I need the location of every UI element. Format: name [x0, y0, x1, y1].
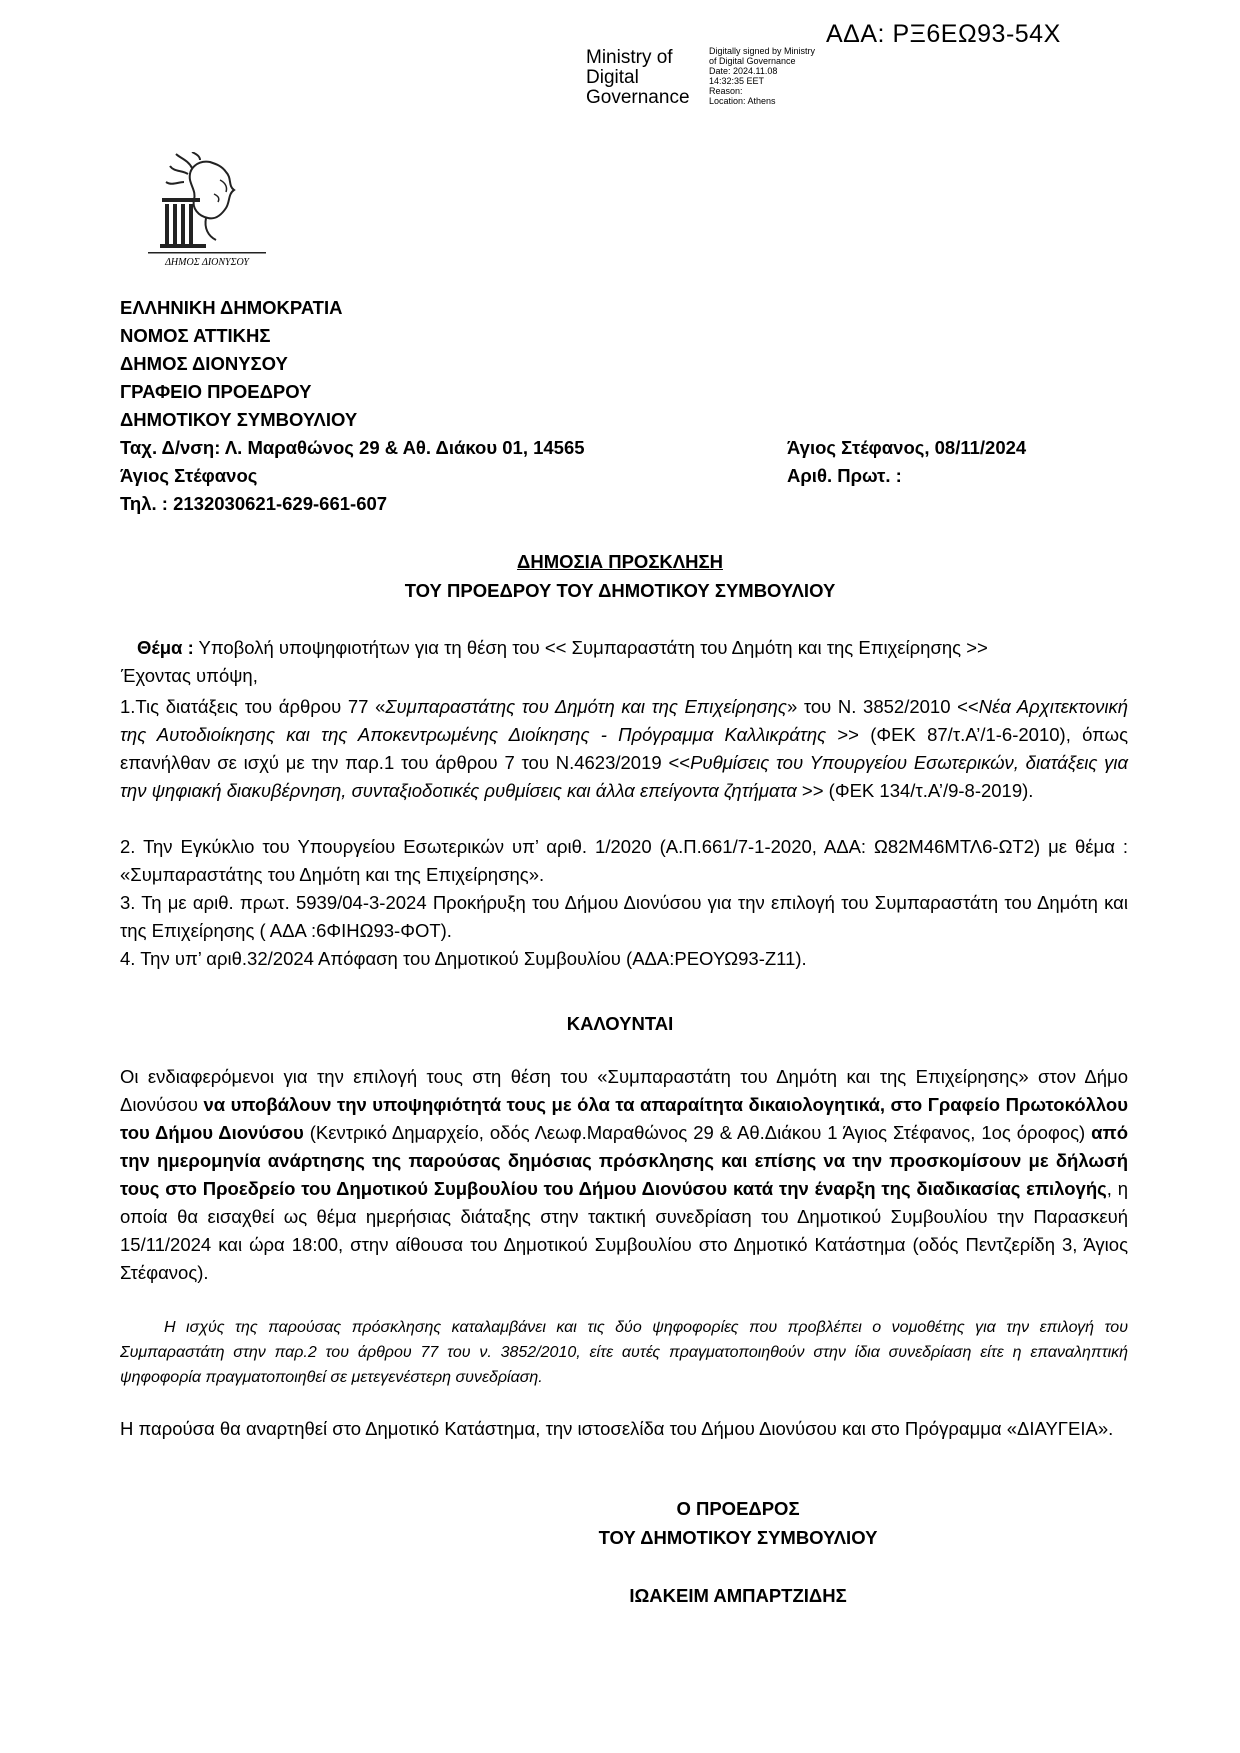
place-date: Άγιος Στέφανος, 08/11/2024 [787, 437, 1027, 458]
signatory-subtitle: ΤΟΥ ΔΗΜΟΤΙΚΟΥ ΣΥΜΒΟΥΛΙΟΥ [598, 1527, 878, 1548]
signature-detail-line: 14:32:35 EET [709, 76, 765, 86]
signature-detail-line: Date: 2024.11.08 [709, 66, 778, 76]
call-bold-text: από την ημερομηνία ανάρτησης της παρούσας δημόσιας πρόσκλησης και επίσης να την προσκομίσουν με δήλωσή τους στο Προεδρείο του Δημοτικού Συμβουλίου του Δήμου Διονύσου κατά την έναρξη της διαδικασίας επιλογής [120, 1122, 1128, 1199]
call-text: Οι ενδιαφερόμενοι για την επιλογή τους στη θέση του «Συμπαραστάτη του Δημότη και της Επιχείρησης» στον Δήμο Διονύσου [120, 1066, 1128, 1115]
item-4: 4. Την υπ’ αριθ.32/2024 Απόφαση του Δημοτικού Συμβουλίου (ΑΔΑ:ΡΕΟΥΩ93-Ζ11). [120, 948, 807, 969]
subject-line [137, 637, 988, 659]
protocol-number: Αριθ. Πρωτ. : [787, 465, 902, 486]
call-bold-text: να υποβάλουν την υποψηφιότητά τους με όλα τα απαραίτητα δικαιολογητικά, στο Γραφείο Πρωτοκόλλου του Δήμου Διονύσου [120, 1094, 1128, 1143]
sender-line: ΔΗΜΟΣ ΔΙΟΝΥΣΟΥ [120, 353, 288, 374]
call-text: , η οποία θα εισαχθεί ως θέμα ημερήσιας διάταξης στην τακτική συνεδρίαση του Δημοτικού Συμβουλίου την Παρασκευή 15/11/2024 και ώρα 18:00, στην αίθουσα του Δημοτικού Συμβουλίου στο Δημοτικό Κατάστημα (οδός Πεντζερίδη 3, Άγιος Στέφανος). [120, 1178, 1128, 1283]
sender-city: Άγιος Στέφανος [120, 465, 258, 486]
having-regard: Έχοντας υπόψη, [121, 665, 258, 686]
signatory-name: ΙΩΑΚΕΙΜ ΑΜΠΑΡΤΖΙΔΗΣ [629, 1585, 847, 1606]
item-3: 3. Τη με αριθ. πρωτ. 5939/04-3-2024 Προκήρυξη του Δήμου Διονύσου για την επιλογή του Συμπαραστάτη του Δημότη και της Επιχείρησης ( ΑΔΑ :6ΦΙΗΩ93-ΦΟΤ). [120, 892, 1128, 941]
item-1-law-name: Νέα Αρχιτεκτονική της Αυτοδιοίκησης και της Αποκεντρωμένης Διοίκησης - Πρόγραμμα Καλλικράτης [120, 696, 1129, 745]
sender-line: ΔΗΜΟΤΙΚΟΥ ΣΥΜΒΟΥΛΙΟΥ [120, 409, 358, 430]
item-2: 2. Την Εγκύκλιο του Υπουργείου Εσωτερικών υπ’ αριθ. 1/2020 (Α.Π.661/7-1-2020, ΑΔΑ: Ω82Μ46ΜΤΛ6-ΩΤ2) με θέμα : «Συμπαραστάτης του Δημότη και της Επιχείρησης». [120, 836, 1128, 885]
signature-detail-line: Digitally signed by Ministry [709, 46, 816, 56]
sender-phone: Τηλ. : 2132030621-629-661-607 [120, 493, 388, 514]
document-subtitle: ΤΟΥ ΠΡΟΕΔΡΟΥ ΤΟΥ ΔΗΜΟΤΙΚΟΥ ΣΥΜΒΟΥΛΙΟΥ [404, 580, 836, 601]
item-1-text: 1.Τις διατάξεις του άρθρου 77 « [120, 696, 386, 717]
signatory-title: Ο ΠΡΟΕΔΡΟΣ [676, 1498, 800, 1519]
sender-line: ΕΛΛΗΝΙΚΗ ΔΗΜΟΚΡΑΤΙΑ [120, 297, 343, 318]
item-1 [120, 693, 1128, 805]
ada-code: ΑΔΑ: ΡΞ6ΕΩ93-54Χ [826, 20, 1061, 48]
signature-detail-line: Location: Athens [709, 96, 776, 106]
signature-org-line: Ministry of [586, 47, 673, 68]
item-1-law-name-2: Ρυθμίσεις του Υπουργείου Εσωτερικών, διατάξεις για την ψηφιακή διακυβέρνηση, συνταξιοδοτικές ρυθμίσεις και άλλα επείγοντα ζητήματα [120, 752, 1128, 801]
call-text: (Κεντρικό Δημαρχείο, οδός Λεωφ.Μαραθώνος 29 & Αθ.Διάκου 1 Άγιος Στέφανος, 1ος όροφος) [303, 1122, 1092, 1143]
item-1-text: >> (ΦΕΚ 134/τ.Α’/9-8-2019). [796, 780, 1034, 801]
digital-signature-org [586, 48, 690, 108]
item-1-text: >> (ΦΕΚ 87/τ.Α’/1-6-2010), όπως επανήλθαν σε ισχύ με την παρ.1 του άρθρου 7 του Ν.4623/2019 << [120, 724, 1128, 773]
call-heading: ΚΑΛΟΥΝΤΑΙ [566, 1013, 674, 1034]
municipality-logo [148, 152, 266, 270]
sender-line: ΓΡΑΦΕΙΟ ΠΡΟΕΔΡΟΥ [120, 381, 312, 402]
signature-detail-line: Reason: [709, 86, 743, 96]
item-1-law-title: Συμπαραστάτης του Δημότη και της Επιχείρησης [385, 696, 787, 717]
subject-label: Θέμα : [137, 637, 194, 658]
signature-org-line: Digital [586, 67, 639, 88]
validity-note: Η ισχύς της παρούσας πρόσκλησης καταλαμβάνει και τις δύο ψηφοφορίες που προβλέπει ο νομοθέτης για την επιλογή του Συμπαραστάτη στην παρ.2 του άρθρου 77 του ν. 3852/2010, είτε αυτές πραγματοποιηθούν στην ίδια συνεδρίαση είτε η επαναληπτική ψηφοφορία πραγματοποιηθεί σε μετεγενέστερη συνεδρίαση. [120, 1319, 1128, 1386]
sender-line: ΝΟΜΟΣ ΑΤΤΙΚΗΣ [120, 325, 271, 346]
digital-signature-details [709, 46, 815, 106]
item-1-text: » του Ν. 3852/2010 << [786, 696, 979, 717]
sender-address: Ταχ. Δ/νση: Λ. Μαραθώνος 29 & Αθ. Διάκου 01, 14565 [120, 437, 585, 458]
signature-detail-line: of Digital Governance [709, 56, 796, 66]
signature-org-line: Governance [586, 87, 690, 108]
logo-caption: ΔΗΜΟΣ ΔΙΟΝΥΣΟΥ [165, 257, 249, 268]
call-paragraph [120, 1063, 1128, 1287]
subject-text: Υποβολή υποψηφιοτήτων για τη θέση του << Συμπαραστάτη του Δημότη και της Επιχείρησης >> [193, 637, 988, 658]
document-title: ΔΗΜΟΣΙΑ ΠΡΟΣΚΛΗΣΗ [517, 551, 723, 572]
posting-paragraph: Η παρούσα θα αναρτηθεί στο Δημοτικό Κατάστημα, την ιστοσελίδα του Δήμου Διονύσου και στο Πρόγραμμα «ΔΙΑΥΓΕΙΑ». [120, 1418, 1114, 1439]
